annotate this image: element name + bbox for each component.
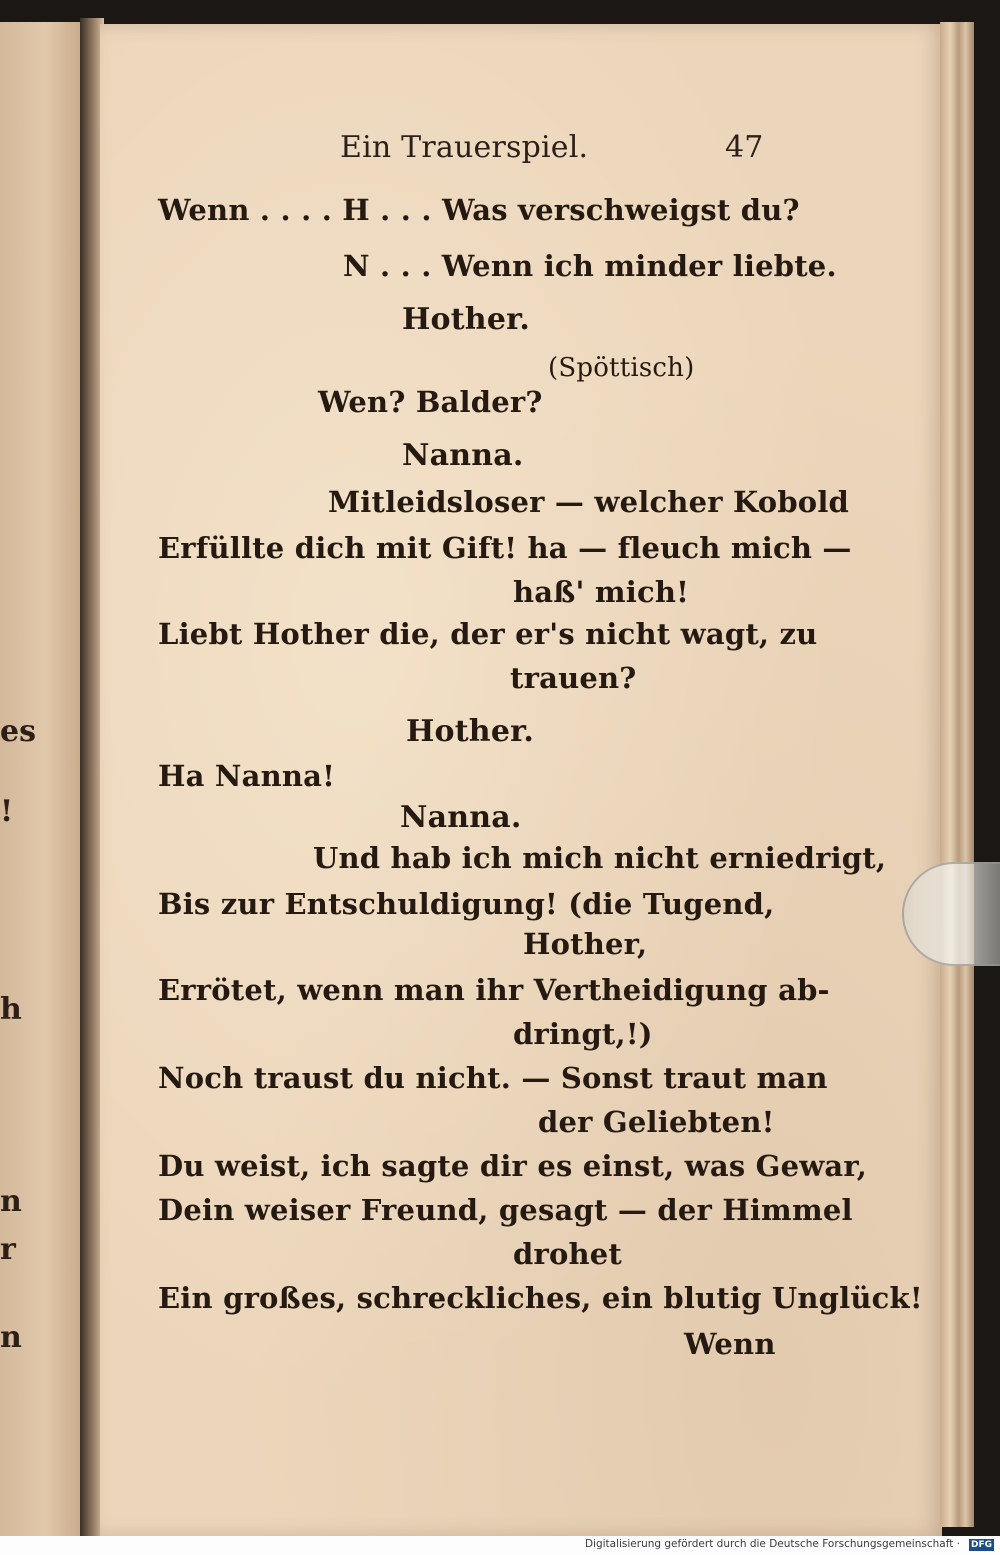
page-number: 47 [725, 130, 764, 165]
speaker-name: Nanna. [402, 438, 524, 473]
text-line: dringt,!) [513, 1017, 653, 1051]
prev-page-fragment: es [0, 714, 36, 749]
previous-page-edge [0, 22, 85, 1537]
dfg-logo: DFG [970, 1540, 992, 1550]
page-clip [902, 862, 1000, 966]
book-page [100, 24, 942, 1536]
footer-credit: Digitalisierung gefördert durch die Deutsche Forschungsgemeinschaft · [584, 1538, 960, 1550]
catchword: Wenn [684, 1327, 776, 1361]
text-line: Und hab ich mich nicht erniedrigt, [313, 841, 887, 875]
text-line: Liebt Hother die, der er's nicht wagt, zu [158, 617, 818, 651]
text-line: Dein weiser Freund, gesagt — der Himmel [158, 1193, 853, 1227]
text-line: Ein großes, schreckliches, ein blutig Unglück! [158, 1281, 923, 1315]
text-line: Wenn . . . . H . . . Was verschweigst du? [158, 193, 800, 227]
prev-page-fragment: n [0, 1184, 22, 1219]
stage-direction: (Spöttisch) [548, 353, 695, 383]
prev-page-fragment: n [0, 1320, 22, 1355]
running-title: Ein Trauerspiel. [340, 130, 589, 165]
text-line: Hother, [523, 927, 648, 961]
prev-page-fragment: h [0, 992, 22, 1027]
text-line: haß' mich! [513, 575, 690, 609]
text-line: trauen? [510, 661, 637, 695]
text-line: der Geliebten! [538, 1105, 775, 1139]
text-line: Noch traust du nicht. — Sonst traut man [158, 1061, 828, 1095]
text-line: Ha Nanna! [158, 759, 336, 793]
text-line: N . . . Wenn ich minder liebte. [343, 249, 837, 283]
text-line: Bis zur Entschuldigung! (die Tugend, [158, 887, 775, 921]
text-line: Wen? Balder? [318, 385, 543, 419]
speaker-name: Hother. [402, 302, 531, 337]
text-line: Erfüllte dich mit Gift! ha — fleuch mich — [158, 531, 852, 565]
page-block-edge [940, 22, 974, 1527]
prev-page-fragment: ! [0, 794, 14, 829]
text-line: Du weist, ich sagte dir es einst, was Gewar, [158, 1149, 868, 1183]
text-line: Errötet, wenn man ihr Vertheidigung ab- [158, 973, 830, 1007]
prev-page-fragment: r [0, 1232, 16, 1267]
text-line: Mitleidsloser — welcher Kobold [328, 485, 850, 519]
text-line: drohet [513, 1237, 623, 1271]
footer-bar [0, 1536, 1000, 1555]
speaker-name: Hother. [406, 714, 535, 749]
speaker-name: Nanna. [400, 800, 522, 835]
